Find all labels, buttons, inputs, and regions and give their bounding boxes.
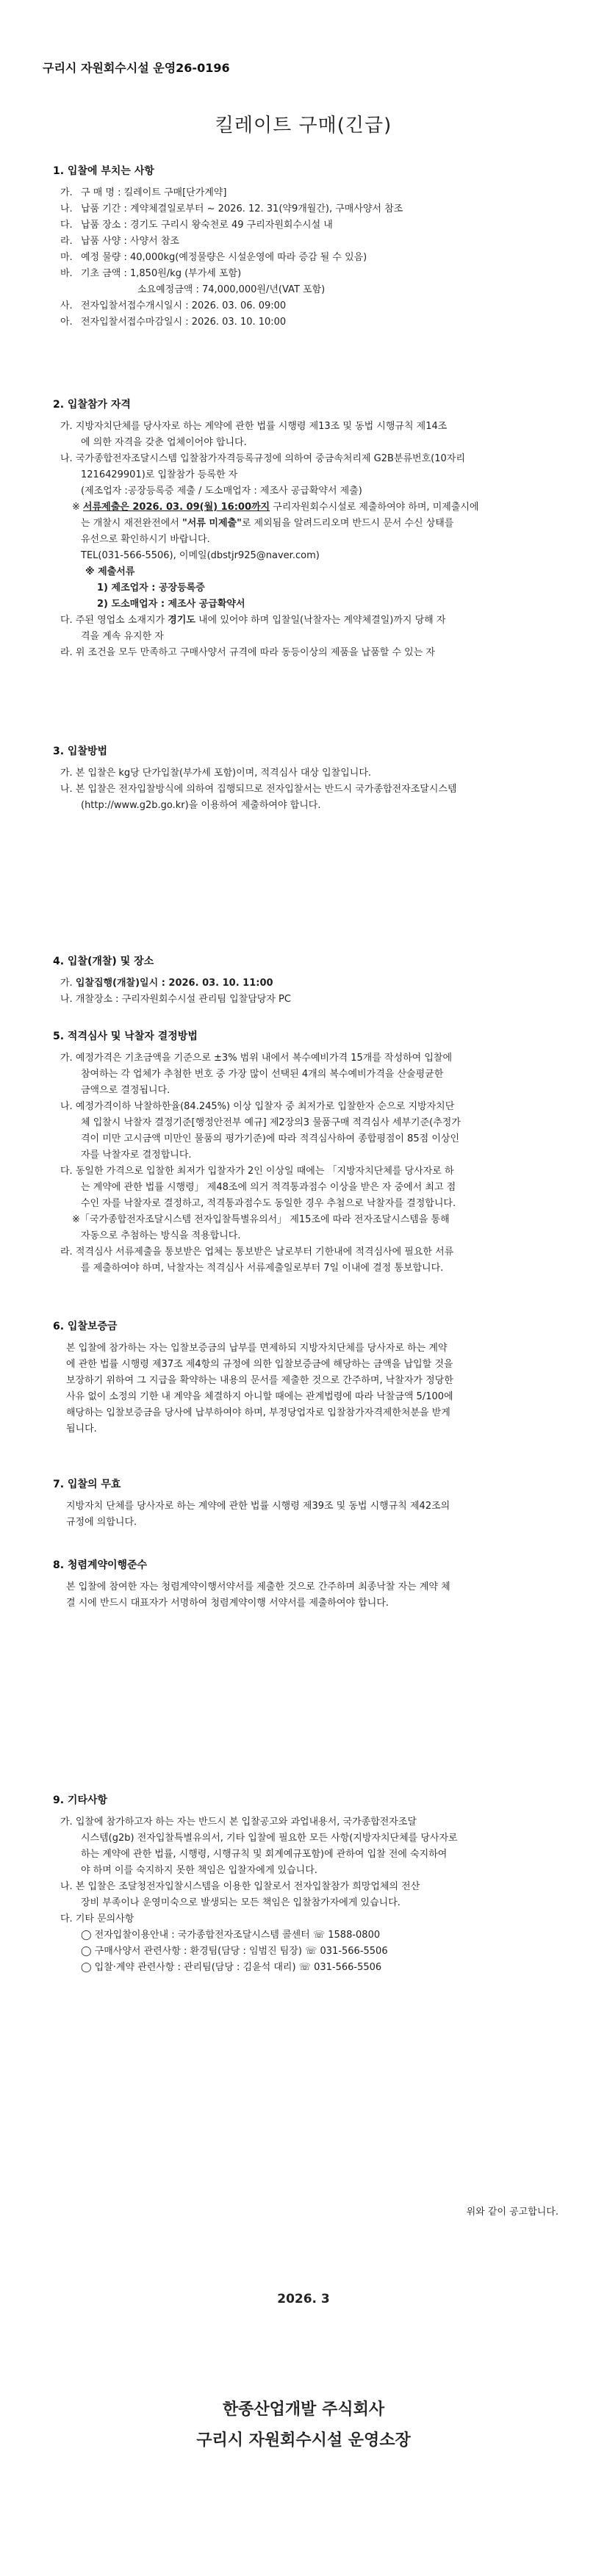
list-item: 마. 예정 물량 : 40,000kg(예정물량은 시설운영에 따라 증감 될 수 있음) <box>60 252 367 263</box>
submission-notice-cont: 는 개찰시 재전완전에서 "서류 미제출"로 제외됨을 알려드리오며 반드시 문서 수신 상태를 <box>81 518 454 529</box>
contact-info: TEL(031-566-5506), 이메일(dbstjr925@naver.com) <box>81 550 320 561</box>
document-number: 구리시 자원회수시설 운영26-0196 <box>43 61 230 75</box>
section-title: 8. 청렴계약이행준수 <box>53 1559 148 1571</box>
list-item-cont: 야 하며 이를 숙지하지 못한 책임은 입찰자에게 있습니다. <box>81 1865 317 1876</box>
contact-item: ◯ 구매사양서 관련사항 : 환경팀(담당 : 임범진 팀장) ☏ 031-566-5506 <box>81 1946 388 1957</box>
section-title: 3. 입찰방법 <box>53 746 108 757</box>
list-item-cont: 1216429901)로 입찰참가 등록한 자 <box>81 469 238 480</box>
contact-item: ◯ 전자입찰이용안내 : 국가종합전자조달시스템 콜센터 ☏ 1588-0800 <box>81 1930 381 1941</box>
paragraph-line: 결 시에 반드시 대표자가 서명하여 청렴계약이행 서약서를 제출하여야 합니다. <box>66 1598 389 1609</box>
lottery-note-cont: 자동으로 추첨하는 방식을 적용합니다. <box>81 1230 241 1241</box>
list-item-cont: 격을 계속 유지한 자 <box>81 631 164 642</box>
section-bid-bond <box>53 1318 575 1437</box>
list-item: 다. 주된 영업소 소재지가 경기도 내에 있어야 하며 입찰일(낙찰자는 계약체결일)까지 당해 자 <box>60 615 446 626</box>
list-item: 다. 기타 문의사항 <box>60 1913 134 1924</box>
section-title: 1. 입찰에 부치는 사항 <box>53 165 154 177</box>
deadline-text: 서류제출은 2026. 03. 09(월) 16:00까지 <box>83 502 270 513</box>
submission-notice: ※ 서류제출은 2026. 03. 09(월) 16:00까지 구리자원회수시설로 제출하여야 하며, 미제출시에 <box>72 502 479 513</box>
section-integrity <box>53 1557 575 1612</box>
list-item: 가. 입찰집행(개찰)일시 : 2026. 03. 10. 11:00 <box>60 978 273 989</box>
list-item: 가. 입찰에 참가하고자 하는 자는 반드시 본 입찰공고와 과업내용서, 국가종합전자조달 <box>60 1816 417 1828</box>
document-item: 2) 도소매업자 : 제조사 공급확약서 <box>97 599 245 610</box>
list-item-cont: 하는 계약에 관한 법률, 시행령, 시행규칙 및 회계예규포함)에 관하여 입찰 전에 숙지하여 <box>81 1849 448 1860</box>
lottery-note: ※「국가종합전자조달시스템 전자입찰특별유의서」 제15조에 따라 전자조달시스템을 통해 <box>72 1214 450 1225</box>
notice-date: 2026. 3 <box>277 2292 330 2306</box>
list-item: 나. 예정가격이하 낙찰하한율(84.245%) 이상 입찰자 중 최저가로 입찰한자 순으로 지방자치단 <box>60 1101 455 1112</box>
list-item: 나. 국가종합전자조달시스템 입찰참가자격등록규정에 의하여 중금속처리제 G2B분류번호(10자리 <box>60 453 465 464</box>
opening-datetime: 입찰집행(개찰)일시 : 2026. 03. 10. 11:00 <box>75 978 273 989</box>
section-invalidity <box>53 1476 575 1531</box>
section-evaluation <box>53 1028 575 1277</box>
paragraph-line: 해당하는 입찰보증금을 당사에 납부하여야 하며, 부정당업자로 입찰참가자격제한처분을 받게 <box>66 1407 450 1418</box>
page-title: 킬레이트 구매(긴급) <box>215 115 392 137</box>
section-title: 2. 입찰참가 자격 <box>53 399 131 411</box>
section-eligibility <box>53 397 575 661</box>
list-item: 나. 개찰장소 : 구리자원회수시설 관리팀 입찰담당자 PC <box>60 994 291 1005</box>
list-item-cont: 장비 부족이나 운영미숙으로 발생되는 모든 책임은 입찰참가자에게 있습니다. <box>81 1897 401 1908</box>
list-item-cont: 수인 자를 낙찰자로 결정하고, 적격통과점수도 동일한 경우 추첨으로 낙찰자를 결정합니다. <box>81 1198 456 1209</box>
section-other <box>53 1792 575 1976</box>
closing-remark: 위와 같이 공고합니다. <box>466 2207 558 2218</box>
list-item-cont: 에 의한 자격을 갖춘 업체이어야 합니다. <box>81 437 247 448</box>
paragraph-line: 됩니다. <box>66 1424 97 1435</box>
paragraph-line: 지방자치 단체를 당사자로 하는 계약에 관한 법률 시행령 제39조 및 동법 시행규칙 제42조의 <box>66 1501 450 1512</box>
list-item: 가. 구 매 명 : 킬레이트 구매[단가계약] <box>60 187 227 198</box>
list-item: 라. 위 조건을 모두 만족하고 구매사양서 규격에 따라 동등이상의 제품을 납품할 수 있는 자 <box>60 647 435 658</box>
section-title: 5. 적격심사 및 낙찰자 결정방법 <box>53 1031 198 1042</box>
paragraph-line: 보장하기 위하여 그 지급을 확약하는 내용의 문서를 제출한 것으로 간주하며, 낙찰자가 정당한 <box>66 1375 453 1386</box>
paragraph-line: 사유 없이 소정의 기한 내 계약을 체결하지 아니할 때에는 관계법령에 따라 낙찰금액 5/100에 <box>66 1391 453 1402</box>
contact-item: ◯ 입찰·계약 관련사항 : 관리팀(담당 : 김윤석 대리) ☏ 031-566-5506 <box>81 1962 382 1973</box>
company-name: 한종산업개발 주식회사 <box>222 2400 385 2419</box>
list-item-cont: 금액으로 결정됩니다. <box>81 1085 170 1096</box>
list-item: 다. 동일한 가격으로 입찰한 최저가 입찰자가 2인 이상일 때에는 「지방자치단체를 당사자로 하 <box>60 1166 454 1177</box>
list-item: 라. 납품 사양 : 사양서 참조 <box>60 236 179 247</box>
submission-notice-cont: 유선으로 확인하시기 바랍니다. <box>81 534 210 545</box>
list-item: 가. 본 입찰은 kg당 단가입찰(부가세 포함)이며, 적격심사 대상 입찰입니다. <box>60 768 372 779</box>
section-title: 4. 입찰(개찰) 및 장소 <box>53 956 154 967</box>
list-item: 사. 전자입찰서접수개시일시 : 2026. 03. 06. 09:00 <box>60 300 287 311</box>
list-item: 가. 예정가격은 기초금액을 기준으로 ±3% 범위 내에서 복수예비가격 15개를 작성하여 입찰에 <box>60 1053 453 1064</box>
list-item-cont: (제조업자 :공장등록증 제출 / 도소매업자 : 제조사 공급확약서 제출) <box>81 486 362 497</box>
section-title: 6. 입찰보증금 <box>53 1321 118 1332</box>
document-item: 1) 제조업자 : 공장등록증 <box>97 582 205 594</box>
issuer <box>0 2395 607 2456</box>
documents-title: ※ 제출서류 <box>85 566 135 577</box>
list-item: 소요예정금액 : 74,000,000원/년(VAT 포함) <box>137 284 326 295</box>
list-item-cont: 시스템(g2b) 전자입찰특별유의서, 기타 입찰에 필요한 모든 사항(지방자치단체를 당사자로 <box>81 1833 458 1844</box>
section-opening <box>53 953 575 1008</box>
list-item: 다. 납품 장소 : 경기도 구리시 왕숙천로 49 구리자원회수시설 내 <box>60 220 333 231</box>
section-bid-items <box>53 163 575 331</box>
section-title: 9. 기타사항 <box>53 1794 108 1806</box>
paragraph-line: 에 관한 법률 시행령 제37조 제4항의 규정에 의한 입찰보증금에 해당하는 금액을 납입할 것을 <box>66 1359 453 1370</box>
list-item-cont: 격이 미만 고시금액 미만인 물품의 평가기준)에 따라 적격심사하여 종합평점이 85점 이상인 <box>81 1133 460 1144</box>
list-item-cont: 자를 낙찰자로 결정합니다. <box>81 1150 192 1161</box>
list-item-cont: 를 제출하여야 하며, 낙찰자는 적격심사 서류제출일로부터 7일 이내에 결정 통보합니다. <box>81 1263 444 1274</box>
list-item: 라. 적격심사 서류제출을 통보받은 업체는 통보받은 날로부터 기한내에 적격심사에 필요한 서류 <box>60 1246 454 1258</box>
list-item-cont: 는 계약에 관한 법률 시행령」 제48조에 의거 적격통과점수 이상을 받은 자 중에서 최고 점 <box>81 1182 456 1193</box>
list-item-cont: (http://www.g2b.go.kr)을 이용하여 제출하여야 합니다. <box>81 800 321 811</box>
list-item: 나. 본 입찰은 조달청전자입찰시스템을 이용한 입찰로서 전자입찰참가 희망업체의 전산 <box>60 1881 420 1892</box>
list-item: 나. 납품 기간 : 계약체결일로부터 ~ 2026. 12. 31(약9개월간), 구매사양서 참조 <box>60 203 403 214</box>
list-item: 나. 본 입찰은 전자입찰방식에 의하여 집행되므로 전자입찰서는 반드시 국가종합전자조달시스템 <box>60 784 457 795</box>
section-title: 7. 입찰의 무효 <box>53 1479 121 1490</box>
paragraph-line: 본 입찰에 참가하는 자는 입찰보증금의 납부를 면제하되 지방자치단체를 당사자로 하는 계약 <box>66 1343 448 1354</box>
paragraph-line: 규정에 의합니다. <box>66 1517 137 1528</box>
list-item: 가. 지방자치단체를 당사자로 하는 계약에 관한 법률 시행령 제13조 및 동법 시행규칙 제14조 <box>60 421 448 432</box>
section-bid-method <box>53 743 575 814</box>
list-item-cont: 체 입찰시 낙찰자 결정기준[행정안전부 예규] 제2장의3 물품구매 적격심사 세부기준(추정가 <box>81 1117 461 1128</box>
list-item: 바. 기초 금액 : 1,850원/kg (부가세 포함) <box>60 268 242 279</box>
facility-director: 구리시 자원회수시설 운영소장 <box>196 2431 411 2450</box>
list-item-cont: 참여하는 각 업체가 추첨한 번호 중 가장 많이 선택된 4개의 복수예비가격을 산술평균한 <box>81 1069 444 1080</box>
list-item: 아. 전자입찰서접수마감일시 : 2026. 03. 10. 10:00 <box>60 317 287 328</box>
paragraph-line: 본 입찰에 참여한 자는 청렴계약이행서약서를 제출한 것으로 간주하며 최종낙찰 자는 계약 체 <box>66 1581 450 1592</box>
